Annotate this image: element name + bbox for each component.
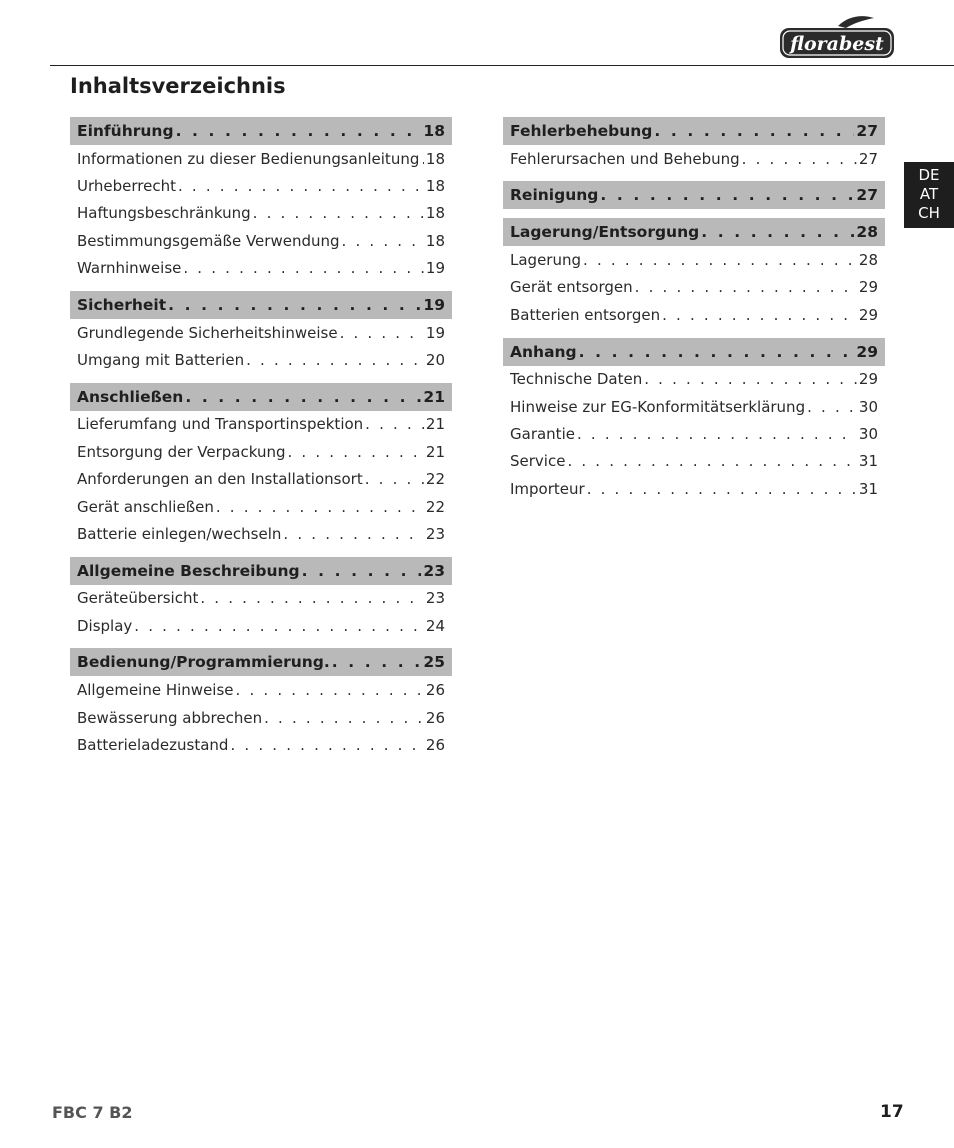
toc-section-header[interactable] bbox=[70, 648, 452, 676]
dot-leader bbox=[644, 370, 857, 388]
toc-entry[interactable] bbox=[70, 255, 452, 282]
toc-section-header[interactable] bbox=[503, 117, 885, 145]
section-title: Lagerung/Entsorgung bbox=[510, 223, 700, 242]
section-page: 27 bbox=[856, 186, 878, 205]
entry-label: Display bbox=[77, 616, 133, 635]
toc-entry[interactable] bbox=[70, 411, 452, 438]
toc-entry[interactable] bbox=[503, 448, 885, 475]
toc-column-left bbox=[70, 117, 452, 759]
dot-leader bbox=[635, 278, 857, 296]
dot-leader bbox=[283, 525, 424, 543]
entry-page: 31 bbox=[858, 479, 878, 498]
dot-leader bbox=[567, 452, 856, 470]
section-page: 28 bbox=[856, 223, 878, 242]
entry-page: 22 bbox=[425, 497, 445, 516]
toc-entry[interactable] bbox=[503, 393, 885, 420]
entry-label: Entsorgung der Verpackung bbox=[77, 442, 286, 461]
dot-leader bbox=[332, 653, 422, 671]
toc-section bbox=[70, 291, 452, 374]
toc-entry[interactable] bbox=[70, 227, 452, 254]
header-divider bbox=[50, 65, 954, 66]
toc-entry[interactable] bbox=[70, 612, 452, 639]
entry-page: 31 bbox=[858, 452, 878, 471]
toc-entry[interactable] bbox=[70, 493, 452, 520]
dot-leader bbox=[342, 232, 424, 250]
dot-leader bbox=[807, 398, 857, 416]
toc-entry[interactable] bbox=[70, 200, 452, 227]
page-title: Inhaltsverzeichnis bbox=[70, 74, 286, 98]
entry-page: 23 bbox=[425, 589, 445, 608]
entry-page: 24 bbox=[425, 616, 445, 635]
entry-label: Lieferumfang und Transportinspektion bbox=[77, 415, 364, 434]
toc-entry[interactable] bbox=[503, 145, 885, 172]
toc-section bbox=[503, 218, 885, 328]
entry-page: 29 bbox=[858, 370, 878, 389]
entry-label: Umgang mit Batterien bbox=[77, 351, 245, 370]
toc-entry[interactable] bbox=[70, 466, 452, 493]
section-gap bbox=[503, 329, 885, 338]
entry-label: Batterien entsorgen bbox=[510, 305, 661, 324]
entry-page: 29 bbox=[858, 278, 878, 297]
toc-entry[interactable] bbox=[70, 319, 452, 346]
dot-leader bbox=[421, 150, 424, 168]
entry-page: 18 bbox=[425, 231, 445, 250]
entry-label: Urheberrecht bbox=[77, 177, 176, 196]
toc-entry[interactable] bbox=[70, 731, 452, 758]
dot-leader bbox=[178, 177, 424, 195]
dot-leader bbox=[365, 470, 424, 488]
section-title: Anhang bbox=[510, 342, 577, 361]
section-title: Fehlerbehebung bbox=[510, 122, 653, 140]
toc-section-header[interactable] bbox=[70, 291, 452, 319]
entry-label: Haftungsbeschränkung bbox=[77, 204, 251, 223]
entry-page: 21 bbox=[425, 442, 445, 461]
toc-entry[interactable] bbox=[70, 145, 452, 172]
toc-section-header[interactable] bbox=[503, 338, 885, 366]
toc-entry[interactable] bbox=[70, 520, 452, 547]
country-at: AT bbox=[919, 185, 939, 203]
dot-leader bbox=[654, 122, 854, 140]
entry-page: 18 bbox=[425, 177, 445, 196]
entry-label: Technische Daten bbox=[510, 370, 643, 389]
entry-label: Bewässerung abbrechen bbox=[77, 708, 263, 727]
section-page: 29 bbox=[856, 342, 878, 361]
section-page: 21 bbox=[423, 387, 445, 406]
section-title: Sicherheit bbox=[77, 295, 167, 314]
toc-entry[interactable] bbox=[503, 366, 885, 393]
toc-section-header[interactable] bbox=[70, 557, 452, 585]
section-page: 25 bbox=[423, 653, 445, 672]
logo-text: florabest bbox=[790, 33, 884, 55]
dot-leader bbox=[583, 251, 857, 269]
section-title: Anschließen bbox=[77, 387, 184, 406]
section-page: 19 bbox=[423, 295, 445, 314]
toc-section bbox=[503, 338, 885, 503]
entry-page: 22 bbox=[425, 470, 445, 489]
dot-leader bbox=[302, 562, 422, 580]
toc-section bbox=[70, 383, 452, 548]
entry-label: Warnhinweise bbox=[77, 259, 182, 278]
toc-section-header[interactable] bbox=[70, 117, 452, 145]
florabest-logo bbox=[778, 14, 896, 60]
section-page: 18 bbox=[423, 122, 445, 140]
toc-entry[interactable] bbox=[70, 676, 452, 703]
entry-page: 26 bbox=[425, 735, 445, 754]
entry-page: 23 bbox=[425, 524, 445, 543]
dot-leader bbox=[577, 425, 857, 443]
entry-page: 26 bbox=[425, 708, 445, 727]
footer-page-number: 17 bbox=[880, 1102, 904, 1122]
dot-leader bbox=[600, 186, 854, 204]
entry-label: Geräteübersicht bbox=[77, 589, 199, 608]
entry-page: 28 bbox=[858, 251, 878, 270]
dot-leader bbox=[230, 736, 423, 754]
toc-entry[interactable] bbox=[503, 420, 885, 447]
toc-entry[interactable] bbox=[70, 172, 452, 199]
section-title: Reinigung bbox=[510, 186, 599, 205]
dot-leader bbox=[579, 343, 855, 361]
dot-leader bbox=[236, 681, 424, 699]
entry-label: Grundlegende Sicherheitshinweise bbox=[77, 323, 338, 342]
leaf-icon bbox=[838, 16, 874, 28]
entry-page: 19 bbox=[425, 323, 445, 342]
entry-label: Gerät anschließen bbox=[77, 497, 214, 516]
toc-entry[interactable] bbox=[70, 585, 452, 612]
dot-leader bbox=[742, 150, 857, 168]
dot-leader bbox=[176, 122, 422, 140]
entry-label: Garantie bbox=[510, 425, 575, 444]
entry-page: 20 bbox=[425, 351, 445, 370]
section-gap bbox=[70, 282, 452, 291]
section-title: Einführung bbox=[77, 122, 174, 140]
entry-label: Batterieladezustand bbox=[77, 735, 229, 754]
section-page: 27 bbox=[856, 122, 878, 140]
toc-entry[interactable] bbox=[503, 246, 885, 273]
country-ch: CH bbox=[918, 204, 940, 222]
dot-leader bbox=[662, 306, 857, 324]
toc-section bbox=[70, 557, 452, 640]
entry-label: Batterie einlegen/wechseln bbox=[77, 524, 282, 543]
toc-entry[interactable] bbox=[70, 438, 452, 465]
dot-leader bbox=[168, 296, 421, 314]
toc-entry[interactable] bbox=[503, 274, 885, 301]
entry-page: 30 bbox=[858, 425, 878, 444]
entry-page: 18 bbox=[425, 204, 445, 223]
entry-page: 18 bbox=[425, 149, 445, 168]
entry-label: Fehlerursachen und Behebung bbox=[510, 149, 740, 168]
entry-label: Anforderungen an den Installationsort bbox=[77, 470, 363, 489]
dot-leader bbox=[200, 589, 424, 607]
entry-label: Lagerung bbox=[510, 251, 582, 270]
section-title: Allgemeine Beschreibung bbox=[77, 561, 300, 580]
section-page: 23 bbox=[423, 561, 445, 580]
entry-label: Allgemeine Hinweise bbox=[77, 681, 234, 700]
toc-column-right bbox=[503, 117, 885, 503]
entry-page: 27 bbox=[858, 149, 878, 168]
dot-leader bbox=[216, 498, 424, 516]
entry-page: 21 bbox=[425, 415, 445, 434]
toc-entry[interactable] bbox=[503, 475, 885, 502]
dot-leader bbox=[287, 443, 423, 461]
toc-section-header[interactable] bbox=[503, 218, 885, 246]
entry-page: 29 bbox=[858, 305, 878, 324]
footer-model: FBC 7 B2 bbox=[52, 1103, 133, 1122]
section-title: Bedienung/Programmierung. bbox=[77, 653, 330, 672]
entry-label: Bestimmungsgemäße Verwendung bbox=[77, 231, 340, 250]
entry-page: 26 bbox=[425, 681, 445, 700]
country-de: DE bbox=[918, 166, 940, 184]
entry-page: 30 bbox=[858, 397, 878, 416]
country-tab bbox=[904, 162, 954, 228]
section-gap bbox=[70, 374, 452, 383]
section-gap bbox=[503, 172, 885, 181]
entry-label: Hinweise zur EG-Konformitätserklärung bbox=[510, 397, 806, 416]
section-gap bbox=[70, 639, 452, 648]
toc-entry[interactable] bbox=[70, 346, 452, 373]
dot-leader bbox=[340, 324, 424, 342]
toc-section bbox=[70, 117, 452, 282]
entry-label: Importeur bbox=[510, 479, 585, 498]
dot-leader bbox=[365, 415, 424, 433]
dot-leader bbox=[264, 709, 424, 727]
dot-leader bbox=[183, 259, 424, 277]
entry-label: Informationen zu dieser Bedienungsanleitung bbox=[77, 149, 420, 168]
dot-leader bbox=[253, 204, 424, 222]
dot-leader bbox=[587, 480, 857, 498]
toc-section bbox=[503, 117, 885, 172]
toc-section-header[interactable] bbox=[503, 181, 885, 209]
dot-leader bbox=[185, 388, 421, 406]
toc-section bbox=[70, 648, 452, 758]
entry-label: Service bbox=[510, 452, 566, 471]
toc-entry[interactable] bbox=[70, 704, 452, 731]
toc-section bbox=[503, 181, 885, 209]
dot-leader bbox=[246, 351, 424, 369]
entry-label: Gerät entsorgen bbox=[510, 278, 633, 297]
section-gap bbox=[503, 209, 885, 218]
dot-leader bbox=[701, 223, 854, 241]
entry-page: 19 bbox=[425, 259, 445, 278]
section-gap bbox=[70, 548, 452, 557]
toc-entry[interactable] bbox=[503, 301, 885, 328]
dot-leader bbox=[134, 617, 424, 635]
toc-section-header[interactable] bbox=[70, 383, 452, 411]
